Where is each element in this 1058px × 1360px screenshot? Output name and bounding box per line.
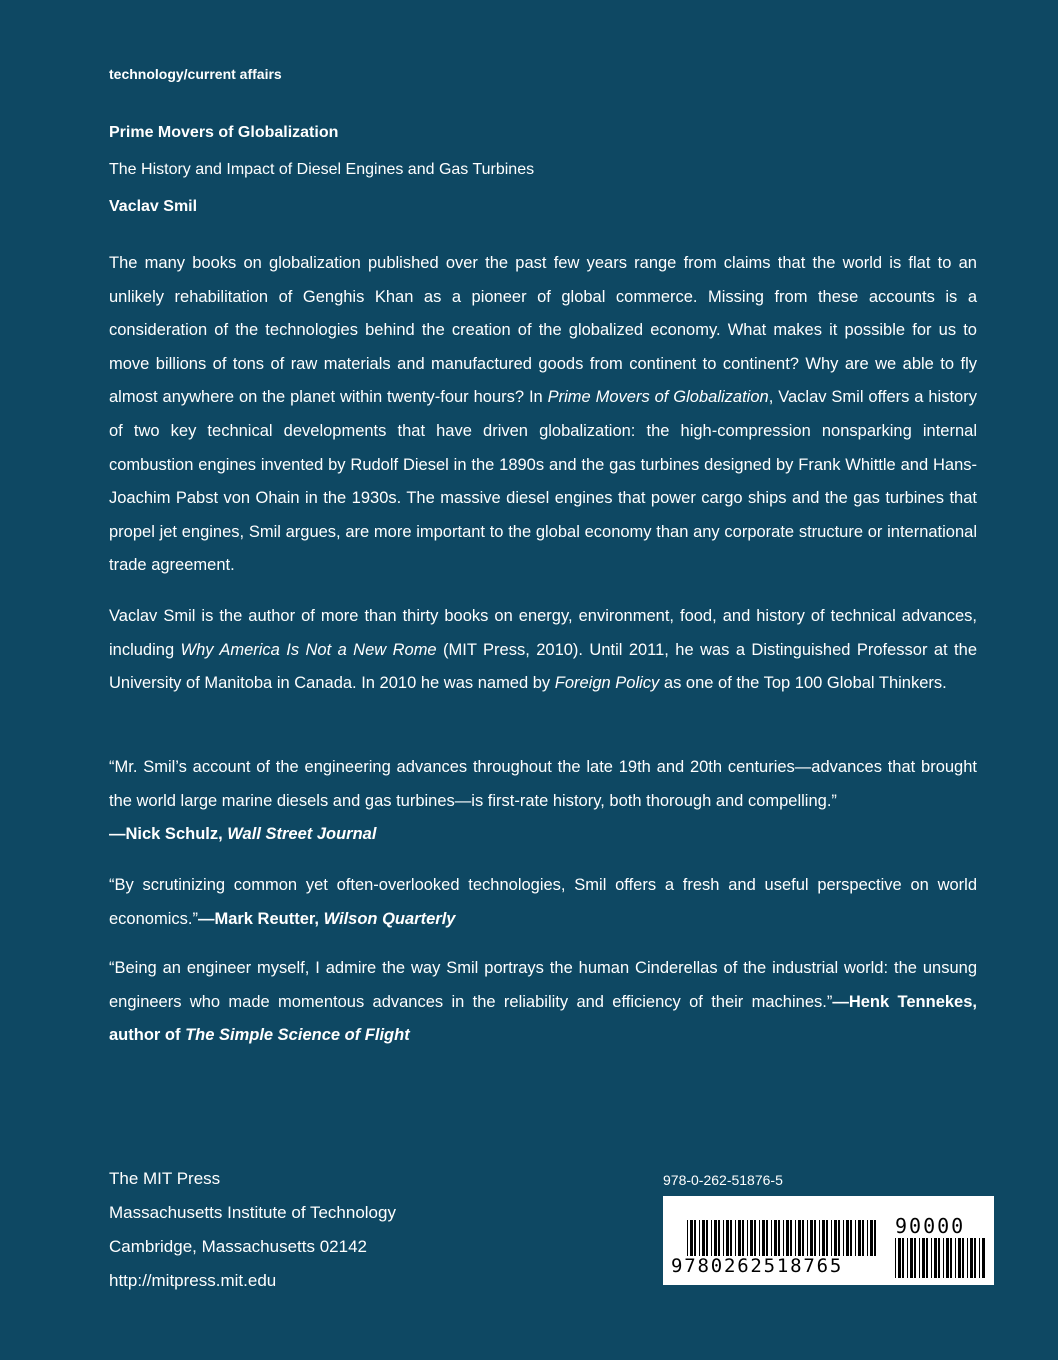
- quote-source: Wilson Quarterly: [323, 909, 456, 928]
- quote-attribution: —Mark Reutter,: [197, 909, 324, 928]
- quote-attribution: —Henk Tennekes, author of: [109, 992, 977, 1045]
- publisher-info: [109, 1162, 396, 1298]
- barcode-bar: [747, 1220, 748, 1256]
- barcode-bar: [846, 1220, 849, 1256]
- description-text-2: , Vaclav Smil offers a history of two key technical developments that have driven globalization: the high-compression nonsparking internal combustion engines invented by Rudolf Diesel in the 1890s and the gas turbines designed by Frank Whittle and Hans-Joachim Pabst von Ohain in the 1930s. The massive diesel engines that power cargo ships and the gas turbines that propel jet engines, Smil argues, are more important to the global economy than any corporate structure or international trade agreement.: [109, 388, 977, 575]
- barcode-bar: [687, 1220, 688, 1256]
- barcode-bar: [926, 1238, 928, 1278]
- barcode-bar: [922, 1238, 925, 1278]
- barcode-bar: [730, 1220, 732, 1256]
- barcode-bar: [690, 1220, 693, 1256]
- barcode-bar: [802, 1220, 804, 1256]
- book-author: Vaclav Smil: [109, 198, 198, 215]
- barcode-bar: [726, 1220, 729, 1256]
- barcode-bar: [723, 1220, 724, 1256]
- barcode-bar: [766, 1220, 768, 1256]
- review-quote: [109, 751, 977, 852]
- barcode-bar: [795, 1220, 796, 1256]
- barcode-bar: [738, 1220, 741, 1256]
- quote-text: “Being an engineer myself, I admire the way Smil portrays the human Cinderellas of the industrial world: the unsung engineers who made momentous advances in the reliability and efficiency of their machines.”: [109, 959, 977, 1011]
- book-description: [109, 247, 977, 583]
- barcode-bar: [807, 1220, 808, 1256]
- isbn-barcode: [663, 1196, 994, 1285]
- barcode-bar: [946, 1238, 949, 1278]
- barcode-bar: [938, 1238, 940, 1278]
- book-subtitle: The History and Impact of Diesel Engines and Gas Turbines: [109, 161, 535, 178]
- category-label: technology/current affairs: [109, 66, 282, 82]
- barcode-bar: [711, 1220, 712, 1256]
- barcode-bar: [955, 1238, 956, 1278]
- barcode-bar: [838, 1220, 840, 1256]
- barcode-bar: [858, 1220, 861, 1256]
- barcode-bar: [862, 1220, 864, 1256]
- barcode-bar: [814, 1220, 816, 1256]
- barcode-bar: [870, 1220, 873, 1256]
- quote-source: Wall Street Journal: [227, 825, 377, 844]
- barcode-bar: [750, 1220, 753, 1256]
- bio-text-1: Vaclav Smil is the author of more than thirty books on energy, environment, food, and history of technical advances, including: [109, 607, 977, 659]
- barcode-bar: [979, 1238, 980, 1278]
- barcode-bar: [699, 1220, 700, 1256]
- description-text-1: The many books on globalization published over the past few years range from claims that the world is flat to an unlikely rehabilitation of Genghis Khan as a pioneer of global commerce. Missing from these accounts is a consideration of the technologies behind the creation of the globalized economy. What makes it possible for us to move billions of tons of raw materials and manufactured goods from continent to continent? Why are we able to fly almost anywhere on the planet within twenty-four hours? In: [109, 254, 977, 407]
- barcode-bar: [907, 1238, 908, 1278]
- barcode-bar: [867, 1220, 868, 1256]
- barcode-bar: [914, 1238, 916, 1278]
- barcode-bar: [702, 1220, 705, 1256]
- barcode-bar: [783, 1220, 784, 1256]
- publisher-city: Cambridge, Massachusetts 02142: [109, 1237, 367, 1256]
- barcode-bar: [822, 1220, 825, 1256]
- quote-attribution: —Nick Schulz,: [109, 825, 228, 844]
- barcode-bar: [950, 1238, 952, 1278]
- author-bio: [109, 600, 977, 701]
- review-quote: [109, 869, 977, 936]
- isbn-number: 978-0-262-51876-5: [663, 1172, 783, 1188]
- barcode-bar: [810, 1220, 813, 1256]
- quote-source: The Simple Science of Flight: [185, 1026, 410, 1045]
- publisher-url: http://mitpress.mit.edu: [109, 1271, 277, 1290]
- barcode-bar: [855, 1220, 856, 1256]
- barcode-bar: [843, 1220, 844, 1256]
- quote-text: “By scrutinizing common yet often-overlooked technologies, Smil offers a fresh and useful perspective on world economics.”: [109, 876, 977, 928]
- barcode-bar: [934, 1238, 937, 1278]
- bio-italic-1: Why America Is Not a New Rome: [180, 640, 437, 659]
- barcode-bar: [759, 1220, 760, 1256]
- barcode-bar: [970, 1238, 973, 1278]
- barcode-bar: [735, 1220, 736, 1256]
- description-italic-title: Prime Movers of Globalization: [547, 388, 769, 407]
- barcode-bar: [778, 1220, 780, 1256]
- barcode-bar: [718, 1220, 720, 1256]
- barcode-bar: [790, 1220, 792, 1256]
- barcode-bar: [786, 1220, 789, 1256]
- barcode-bar: [694, 1220, 696, 1256]
- barcode-bar: [771, 1220, 772, 1256]
- barcode-bar: [774, 1220, 777, 1256]
- bio-text-3: as one of the Top 100 Global Thinkers.: [659, 674, 947, 693]
- barcode-bar: [834, 1220, 837, 1256]
- barcode-bar: [714, 1220, 717, 1256]
- quote-text: “Mr. Smil’s account of the engineering advances throughout the late 19th and 20th centuries—advances that brought the world large marine diesels and gas turbines—is first-rate history, both thorough and compelling.”: [109, 758, 977, 810]
- barcode-addon: 90000: [895, 1214, 966, 1238]
- book-title: Prime Movers of Globalization: [109, 124, 339, 141]
- barcode-bar: [943, 1238, 944, 1278]
- barcode-bar: [919, 1238, 920, 1278]
- barcode-bar: [967, 1238, 968, 1278]
- barcode-bar: [874, 1220, 876, 1256]
- barcode-bar: [898, 1238, 901, 1278]
- barcode-bar: [974, 1238, 976, 1278]
- barcode-bar: [819, 1220, 820, 1256]
- barcode-bar: [895, 1238, 896, 1278]
- review-quote: [109, 952, 977, 1053]
- publisher-institution: Massachusetts Institute of Technology: [109, 1203, 396, 1222]
- barcode-bar: [850, 1220, 852, 1256]
- barcode-bar: [958, 1238, 961, 1278]
- bio-italic-2: Foreign Policy: [554, 674, 660, 693]
- barcode-bar: [742, 1220, 744, 1256]
- barcode-bar: [826, 1220, 828, 1256]
- barcode-bar: [931, 1238, 932, 1278]
- barcode-bar: [982, 1238, 985, 1278]
- barcode-bar: [762, 1220, 765, 1256]
- bio-text-2: (MIT Press, 2010). Until 2011, he was a Distinguished Professor at the University of Manitoba in Canada. In 2010 he was named by: [109, 640, 977, 693]
- publisher-name: The MIT Press: [109, 1169, 221, 1188]
- barcode-bar: [798, 1220, 801, 1256]
- barcode-bar: [706, 1220, 708, 1256]
- barcode-digits: 9780262518765: [671, 1255, 844, 1277]
- barcode-bar: [754, 1220, 756, 1256]
- barcode-bar: [902, 1238, 904, 1278]
- barcode-bar: [910, 1238, 913, 1278]
- barcode-bar: [962, 1238, 964, 1278]
- barcode-bar: [831, 1220, 832, 1256]
